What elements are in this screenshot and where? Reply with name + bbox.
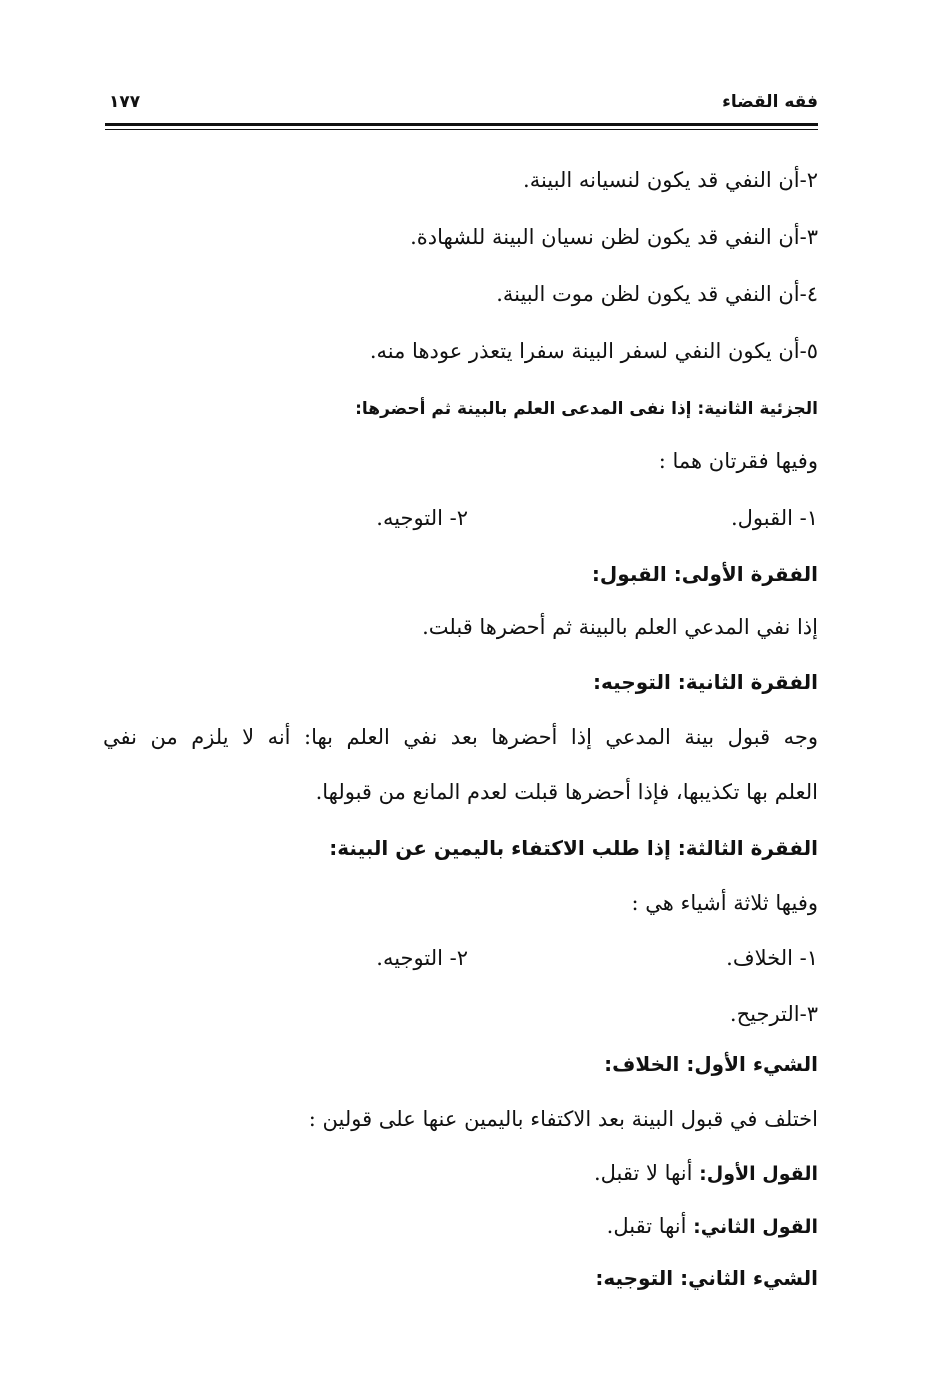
- opinion-two: [607, 1214, 818, 1238]
- heading-second-thing: الشيء الثاني: التوجيه:: [595, 1266, 818, 1290]
- item-acceptance: ١- القبول.: [730, 506, 818, 530]
- page-number: ١٧٧: [109, 92, 141, 112]
- header-rule-thick: [105, 123, 818, 126]
- list-item-5: ٥-أن يكون النفي لسفر البينة سفرا يتعذر عودها منه.: [369, 339, 818, 363]
- opinion-one-text: أنها لا تقبل.: [593, 1161, 700, 1185]
- item-preference: ٣-الترجيح.: [729, 1002, 818, 1026]
- item-disagreement: ١- الخلاف.: [726, 946, 818, 970]
- opinion-two-text: أنها تقبل.: [606, 1214, 694, 1238]
- paragraph-three-things: وفيها ثلاثة أشياء هي :: [631, 891, 818, 915]
- paragraph-disagreement: اختلف في قبول البينة بعد الاكتفاء باليمين عنها على قولين :: [308, 1107, 818, 1131]
- list-item-4: ٤-أن النفي قد يكون لظن موت البينة.: [496, 282, 818, 306]
- page-header: [105, 92, 818, 120]
- opinion-two-label: القول الثاني:: [693, 1216, 818, 1238]
- opinion-one: [594, 1161, 818, 1185]
- heading-paragraph-three: الفقرة الثالثة: إذا طلب الاكتفاء باليمين عن البينة:: [329, 836, 818, 860]
- list-item-3: ٣-أن النفي قد يكون لظن نسيان البينة للشهادة.: [410, 225, 818, 249]
- paragraph-acceptance: إذا نفي المدعي العلم بالبينة ثم أحضرها قبلت.: [422, 615, 818, 639]
- paragraph-justification-line-2: العلم بها تكذيبها، فإذا أحضرها قبلت لعدم المانع من قبولها.: [315, 780, 818, 804]
- running-title: فقه القضاء: [722, 92, 818, 112]
- heading-first-thing: الشيء الأول: الخلاف:: [604, 1052, 818, 1076]
- heading-paragraph-two: الفقرة الثانية: التوجيه:: [593, 670, 818, 694]
- item-justification-2: ٢- التوجيه.: [376, 946, 468, 970]
- heading-paragraph-one: الفقرة الأولى: القبول:: [591, 562, 818, 586]
- section-heading-part-two: الجزئية الثانية: إذا نفى المدعى العلم بالبينة ثم أحضرها:: [355, 399, 818, 419]
- header-rule-thin: [105, 129, 818, 130]
- opinion-one-label: القول الأول:: [699, 1163, 818, 1185]
- list-item-2: ٢-أن النفي قد يكون لنسيانه البينة.: [523, 168, 818, 192]
- item-justification: ٢- التوجيه.: [376, 506, 468, 530]
- paragraph-justification-line-1: وجه قبول بينة المدعي إذا أحضرها بعد نفي العلم بها: أنه لا يلزم من نفي: [103, 725, 818, 749]
- paragraph-two-items: وفيها فقرتان هما :: [658, 449, 818, 473]
